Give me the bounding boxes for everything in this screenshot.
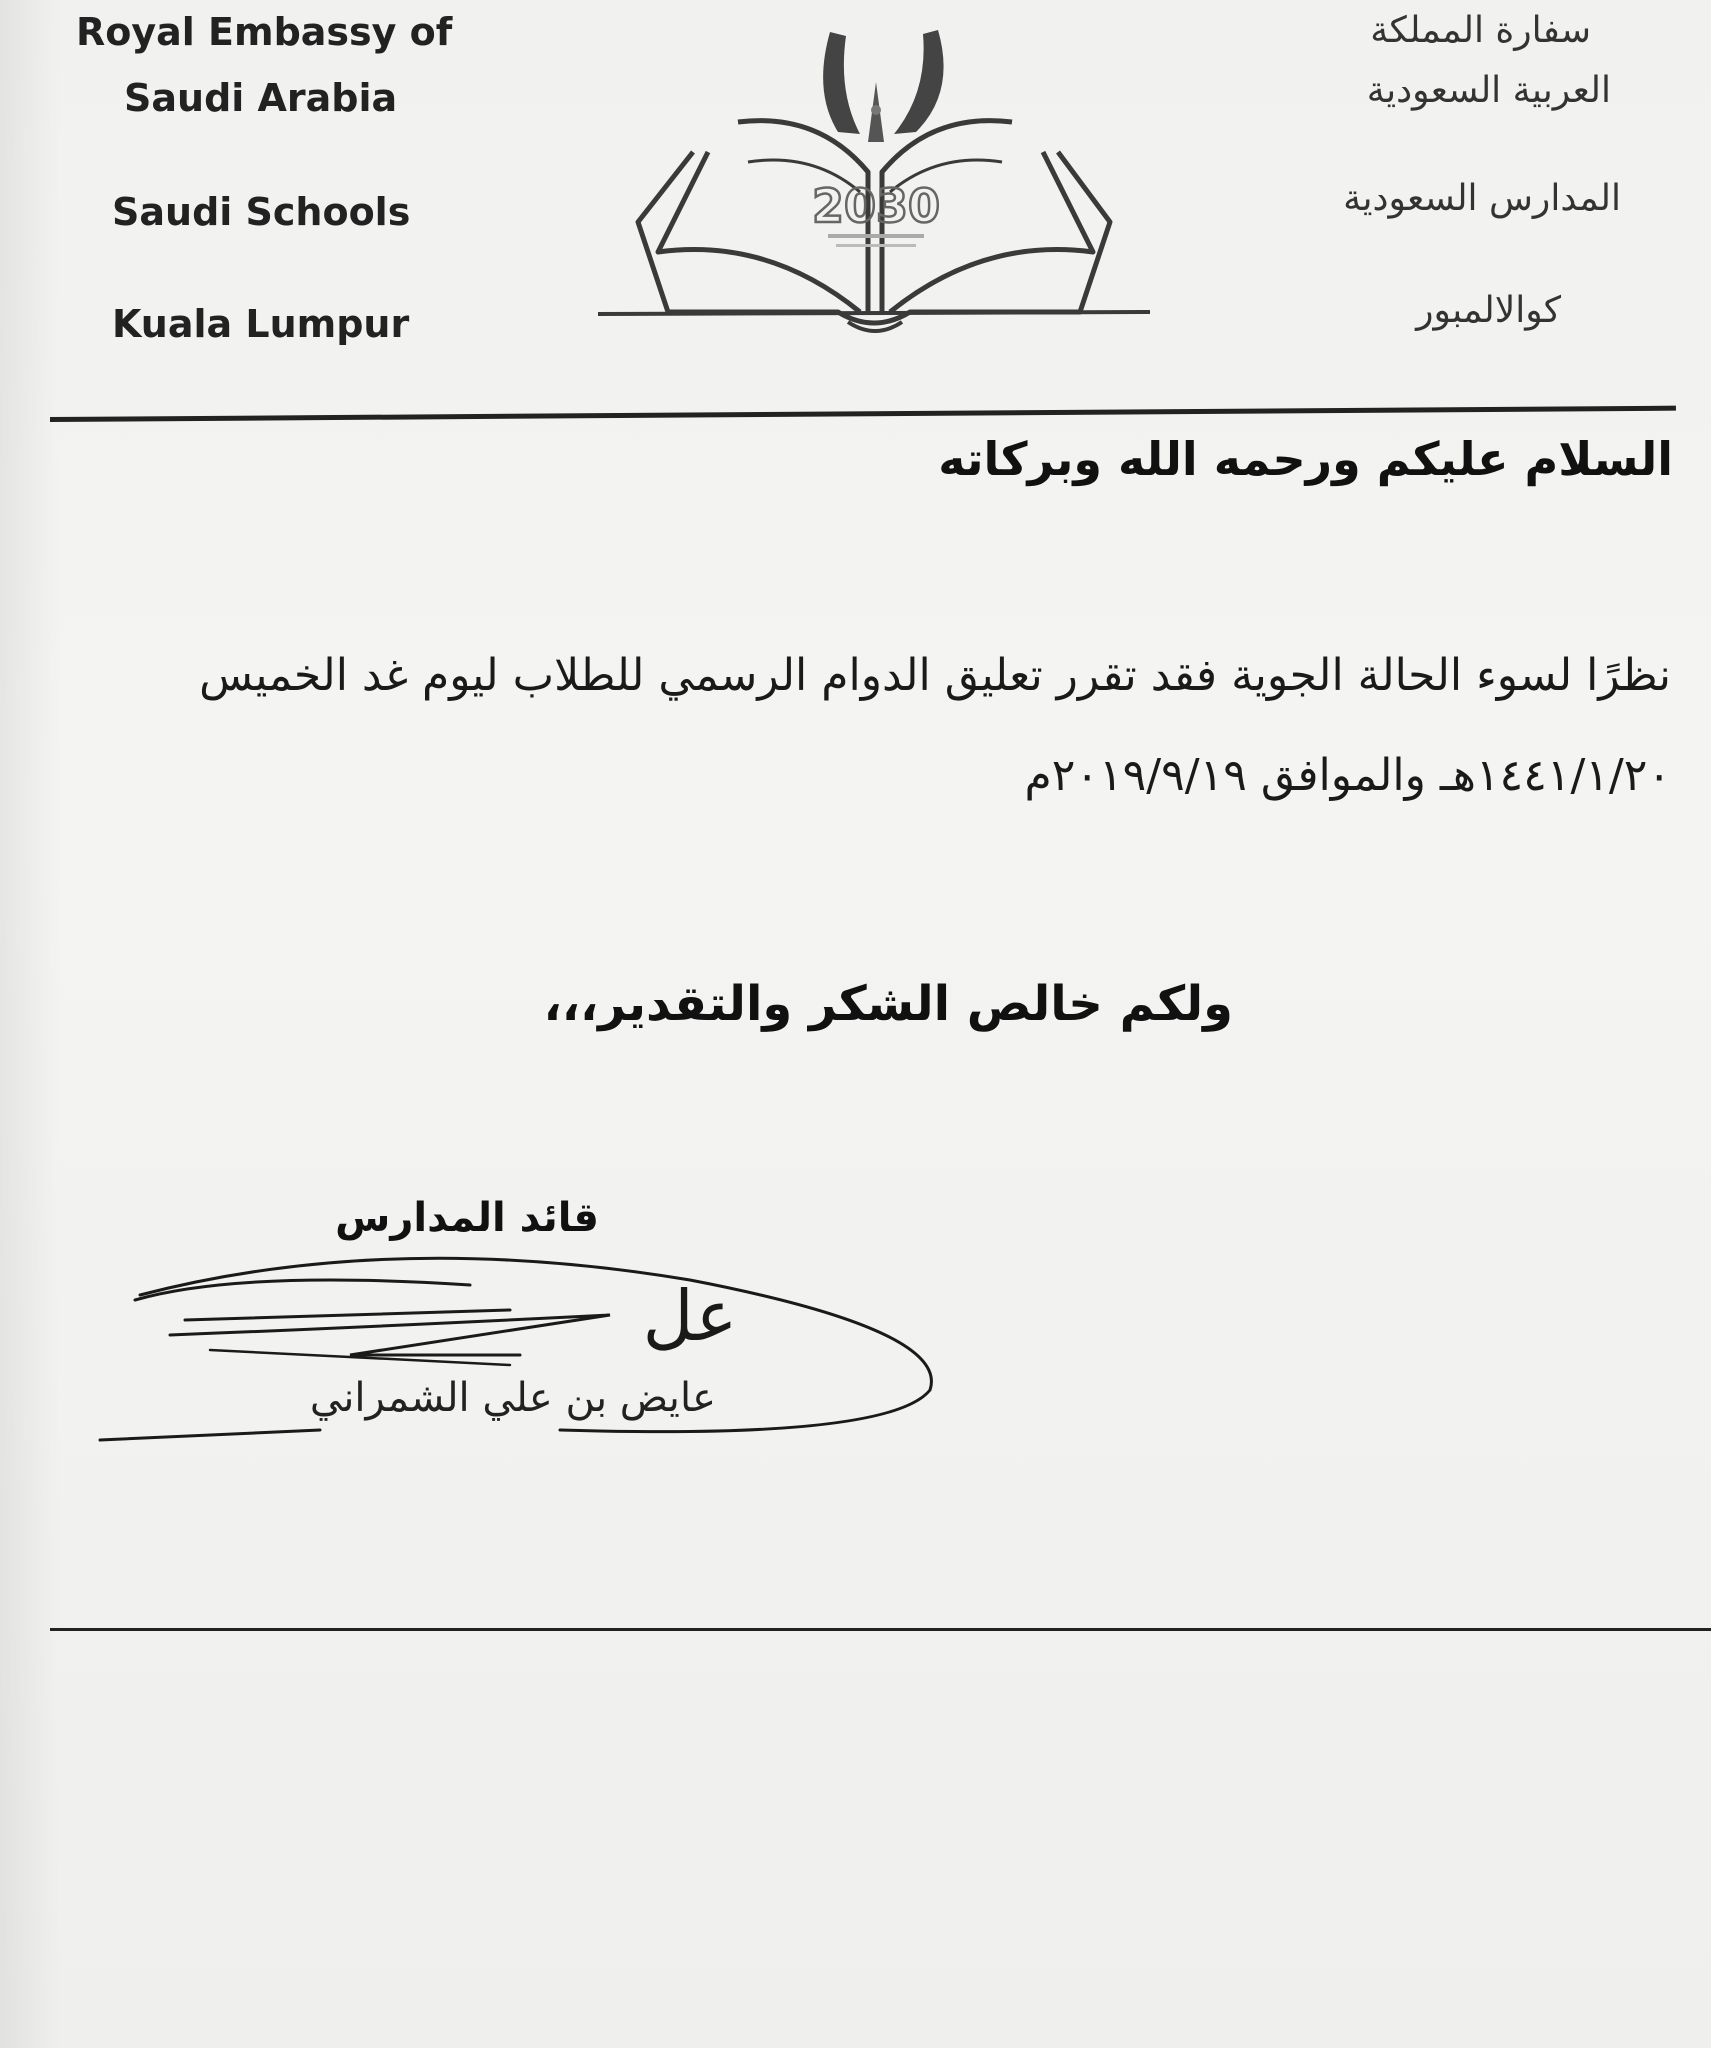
greeting: السلام عليكم ورحمه الله وبركاته [938, 432, 1673, 486]
signatory-name: عايض بن علي الشمراني [309, 1375, 716, 1421]
logo-2030-text: 2030 [811, 179, 941, 233]
vision-2030-book-logo [598, 22, 1150, 352]
signature-mark: عل [642, 1275, 738, 1357]
footer-divider [50, 1628, 1711, 1631]
header-ar-line-3: المدارس السعودية [1343, 178, 1621, 219]
closing-line: ولكم خالص الشكر والتقدير،،، [543, 976, 1233, 1032]
header-en-line-2: Saudi Arabia [124, 76, 398, 120]
header-ar-line-2: العربية السعودية [1366, 70, 1611, 111]
signatory-title: قائد المدارس [335, 1195, 599, 1241]
header-en-line-3: Saudi Schools [112, 190, 411, 234]
header-ar-line-1: سفارة المملكة [1370, 10, 1591, 51]
header-en-line-1: Royal Embassy of [76, 10, 453, 54]
header-ar-line-4: كوالالمبور [1416, 290, 1561, 331]
letter-body: نظرًا لسوء الحالة الجوية فقد تقرر تعليق الدوام الرسمي للطلاب ليوم غد الخميس ١٤٤١/١/٢٠هـ والموافق ٢٠١٩/٩/١٩م [199, 650, 1671, 801]
page-shadow [0, 0, 60, 2048]
header-divider [50, 406, 1676, 422]
header-en-line-4: Kuala Lumpur [112, 302, 410, 346]
